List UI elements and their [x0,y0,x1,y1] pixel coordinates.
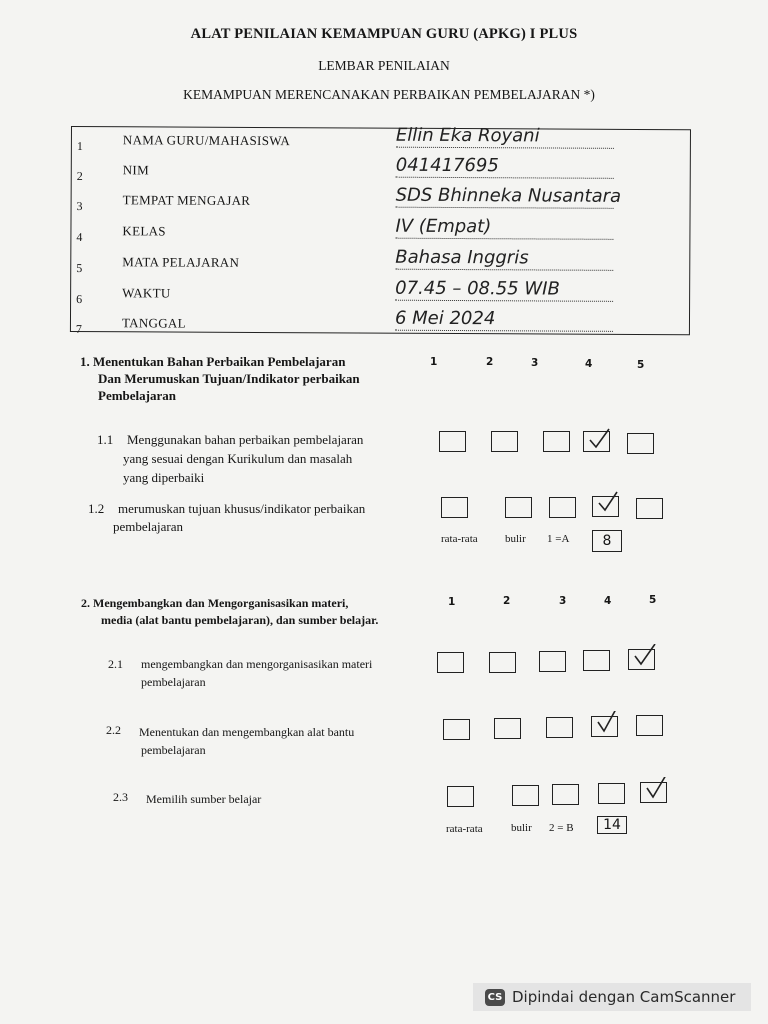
checkmark-icon [594,711,620,737]
score-box-1[interactable] [437,652,464,673]
checkmark-icon [586,426,612,452]
score-box-2[interactable] [489,652,516,673]
item-1-2-number: 1.2 [88,501,105,516]
scale-4: 4 [585,358,593,370]
class-value: IV (Empat) [395,215,492,238]
identity-row [71,246,691,284]
scale-1: 1 [448,596,456,608]
row-label: NIM [122,162,149,178]
document-subtitle: LEMBAR PENILAIAN [318,58,450,73]
section-1-heading-line3: Pembelajaran [98,388,176,403]
row-number: 6 [76,292,83,307]
average-label: rata-rata [446,823,483,835]
camscanner-logo-icon: CS [485,989,505,1006]
teacher-name-value: Ellin Eka Royani [395,124,540,147]
document-title: ALAT PENILAIAN KEMAMPUAN GURU (APKG) I PLUS [190,26,578,42]
subject-value: Bahasa Inggris [395,246,529,269]
score-box-5[interactable] [636,498,663,519]
item-2-2-number: 2.2 [106,723,121,737]
scale-1: 1 [430,356,438,368]
score-box-2[interactable] [505,497,532,518]
scale-3: 3 [559,595,567,607]
checkmark-icon [631,644,657,670]
row-number: 2 [76,169,83,184]
score-box-3[interactable] [543,431,570,452]
dotted-line [395,238,613,240]
item-label: bulir [511,822,532,834]
dotted-line [396,207,614,209]
score-box-1[interactable] [441,497,468,518]
row-label: TANGGAL [121,315,186,331]
score-box-4[interactable] [598,783,625,804]
item-1-2-text: merumuskan tujuan khusus/indikator perbaikan [118,501,366,516]
average-formula: 1 =A [547,533,570,545]
time-value: 07.45 – 08.55 WIB [395,277,560,300]
score-box-2[interactable] [494,718,521,739]
identity-row [71,215,691,253]
score-box-4[interactable] [591,716,618,737]
item-1-1-text-line2: yang sesuai dengan Kurikulum dan masalah [123,451,353,466]
score-box-3[interactable] [539,651,566,672]
row-label: TEMPAT MENGAJAR [122,192,251,208]
dotted-line [395,300,613,302]
score-box-1[interactable] [447,786,474,807]
watermark-text: Dipindai dengan CamScanner [512,988,736,1006]
scale-3: 3 [531,357,539,369]
scale-4: 4 [604,595,612,607]
score-box-2[interactable] [512,785,539,806]
score-box-3[interactable] [546,717,573,738]
identity-row [71,307,691,345]
score-box-4[interactable] [583,650,610,671]
item-1-1-number: 1.1 [97,432,114,447]
dotted-line [395,269,613,271]
row-number: 5 [76,261,83,276]
row-label: WAKTU [122,285,171,301]
row-number: 7 [75,322,82,337]
scanner-watermark [473,983,751,1011]
average-label: rata-rata [441,533,478,545]
section-1-heading: 1. Menentukan Bahan Perbaikan Pembelajaran [80,354,346,369]
score-box-1[interactable] [439,431,466,452]
average-formula: 2 = B [549,822,574,834]
row-number: 1 [76,139,83,154]
section-1-score: 8 [592,530,622,552]
item-1-1-text: Menggunakan bahan perbaikan pembelajaran [127,432,364,447]
dotted-line [396,147,614,149]
item-2-2-text-line2: pembelajaran [141,743,206,757]
identity-row [72,184,692,222]
score-box-3[interactable] [552,784,579,805]
score-box-4[interactable] [583,431,610,452]
row-label: KELAS [122,223,166,239]
item-1-2-text-line2: pembelajaran [113,519,184,534]
item-2-2-text: Menentukan dan mengembangkan alat bantu [139,725,355,739]
row-number: 3 [76,199,83,214]
row-label: MATA PELAJARAN [122,254,240,270]
item-2-1-text: mengembangkan dan mengorganisasikan materi [141,657,373,671]
item-2-3-number: 2.3 [113,790,128,804]
item-1-1-text-line3: yang diperbaiki [123,470,205,485]
school-value: SDS Bhinneka Nusantara [395,184,622,207]
row-number: 4 [76,230,83,245]
checkmark-icon [643,777,669,803]
identity-row [71,277,691,315]
document-subtitle-2: KEMAMPUAN MERENCANAKAN PERBAIKAN PEMBELAJARAN *) [183,87,595,102]
section-1-heading-line2: Dan Merumuskan Tujuan/Indikator perbaikan [98,371,360,386]
score-box-5[interactable] [636,715,663,736]
section-2-score: 14 [597,816,627,834]
score-box-5[interactable] [627,433,654,454]
section-2-heading-line2: media (alat bantu pembelajaran), dan sumber belajar. [101,613,379,627]
dotted-line [395,330,613,332]
scale-2: 2 [503,595,511,607]
score-box-2[interactable] [491,431,518,452]
identity-row [72,124,692,162]
item-2-3-text: Memilih sumber belajar [146,792,262,806]
checkmark-icon [595,491,621,517]
score-box-5[interactable] [640,782,667,803]
section-2-heading: 2. Mengembangkan dan Mengorganisasikan materi, [81,596,349,610]
identity-table [70,126,691,335]
nim-value: 041417695 [395,154,499,177]
score-box-5[interactable] [628,649,655,670]
score-box-1[interactable] [443,719,470,740]
date-value: 6 Mei 2024 [394,307,496,330]
row-label: NAMA GURU/MAHASISWA [122,132,291,149]
item-2-1-text-line2: pembelajaran [141,675,206,689]
scale-2: 2 [486,356,494,368]
score-box-3[interactable] [549,497,576,518]
dotted-line [396,177,614,179]
scale-5: 5 [649,594,657,606]
item-label: bulir [505,533,526,545]
score-box-4[interactable] [592,496,619,517]
scale-5: 5 [637,359,645,371]
item-2-1-number: 2.1 [108,657,123,671]
